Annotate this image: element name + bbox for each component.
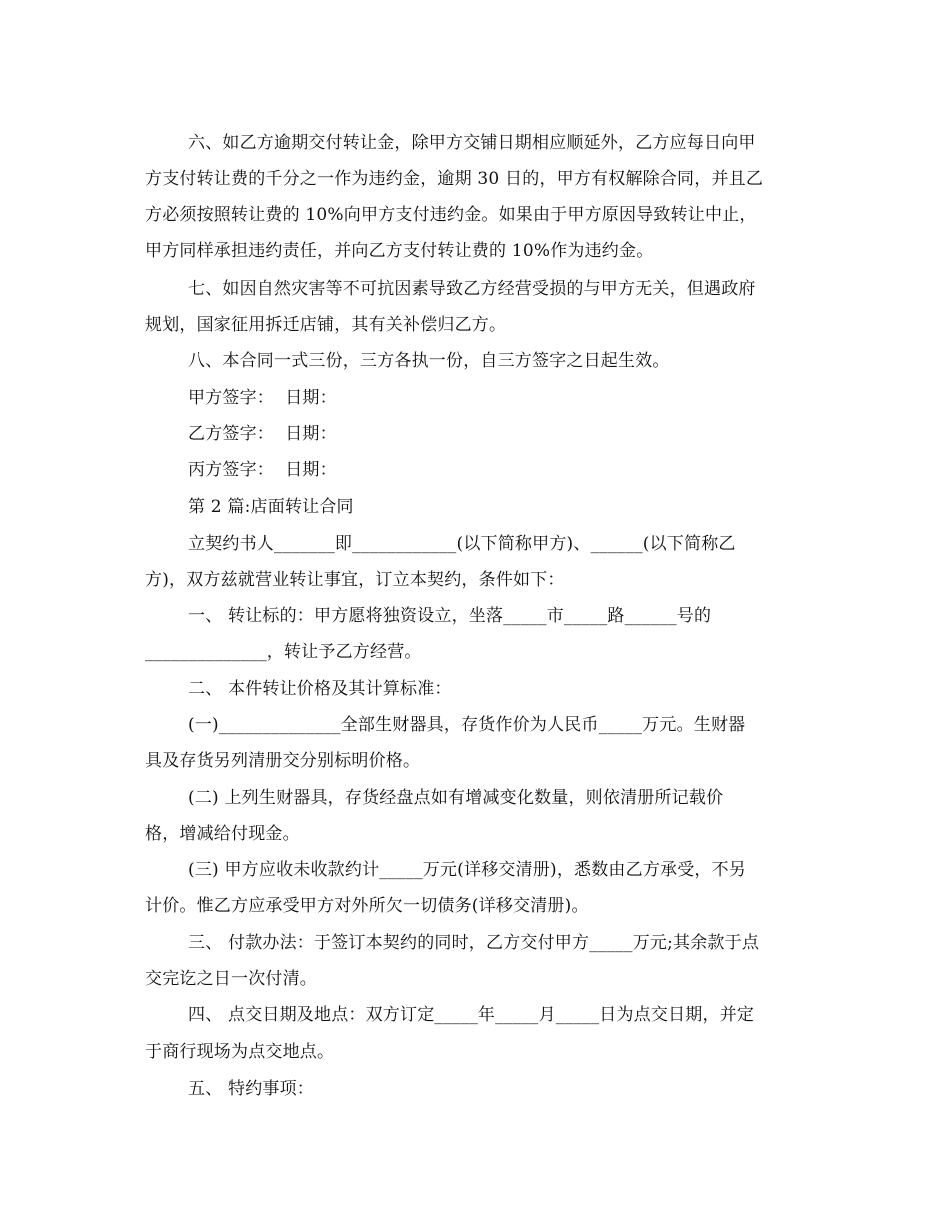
text-line-penalty-6a: 六、如乙方逾期交付转让金，除甲方交铺日期相应顺延外，乙方应每日向甲: [188, 133, 756, 153]
text-line-intro-a: 立契约书人_______即____________(以下简称甲方)、______(以下简称乙: [188, 534, 736, 554]
text-line-item-4a: 四、 点交日期及地点：双方订定_____年_____月_____日为点交日期，并定: [188, 1005, 755, 1025]
text-line-item-2: 二、 本件转让价格及其计算标准：: [188, 679, 452, 699]
text-line-penalty-6c: 方必须按照转让费的 10%向甲方支付违约金。如果由于甲方原因导致转让中止，: [145, 205, 757, 225]
text-line-penalty-6d: 甲方同样承担违约责任，并向乙方支付转让费的 10%作为违约金。: [145, 241, 654, 261]
text-line-item-3a: 三、 付款办法：于签订本契约的同时，乙方交付甲方_____万元;其余款于点: [188, 933, 760, 953]
text-line-item-2-1b: 具及存货另列清册交分别标明价格。: [145, 751, 421, 771]
text-line-item-2-1a: (一)______________全部生财器具，存货作价为人民币_____万元。生财器: [188, 715, 746, 735]
text-line-penalty-6b: 方支付转让费的千分之一作为违约金，逾期 30 日的，甲方有权解除合同，并且乙: [145, 169, 764, 189]
text-line-item-2-3a: (三) 甲方应收未收款约计_____万元(详移交清册)，悉数由乙方承受，不另: [188, 860, 747, 880]
text-line-clause-8: 八、本合同一式三份，三方各执一份，自三方签字之日起生效。: [188, 351, 670, 371]
text-line-item-3b: 交完讫之日一次付清。: [145, 969, 317, 989]
text-line-item-2-2b: 格，增减给付现金。: [145, 824, 300, 844]
section-title: 第 2 篇:店面转让合同: [188, 497, 354, 517]
text-line-clause-7a: 七、如因自然灾害等不可抗因素导致乙方经营受损的与甲方无关，但遇政府: [188, 279, 756, 299]
text-line-item-2-3b: 计价。惟乙方应承受甲方对外所欠一切债务(详移交清册)。: [145, 896, 589, 916]
text-line-intro-b: 方)，双方兹就营业转让事宜，订立本契约，条件如下：: [145, 570, 565, 590]
signature-line-party-a: 甲方签字： 日期：: [188, 388, 337, 408]
signature-line-party-c: 丙方签字： 日期：: [188, 460, 337, 480]
text-line-item-2-2a: (二) 上列生财器具，存货经盘点如有增减变化数量，则依清册所记载价: [188, 788, 724, 808]
text-line-clause-7b: 规划，国家征用拆迁店铺，其有关补偿归乙方。: [145, 315, 507, 335]
text-line-item-1a: 一、 转让标的：甲方愿将独资设立，坐落_____市_____路______号的: [188, 606, 712, 626]
text-line-item-1b: ______________，转让予乙方经营。: [145, 642, 422, 662]
text-line-item-4b: 于商行现场为点交地点。: [145, 1042, 335, 1062]
signature-line-party-b: 乙方签字： 日期：: [188, 424, 337, 444]
text-line-item-5: 五、 特约事项：: [188, 1079, 315, 1099]
